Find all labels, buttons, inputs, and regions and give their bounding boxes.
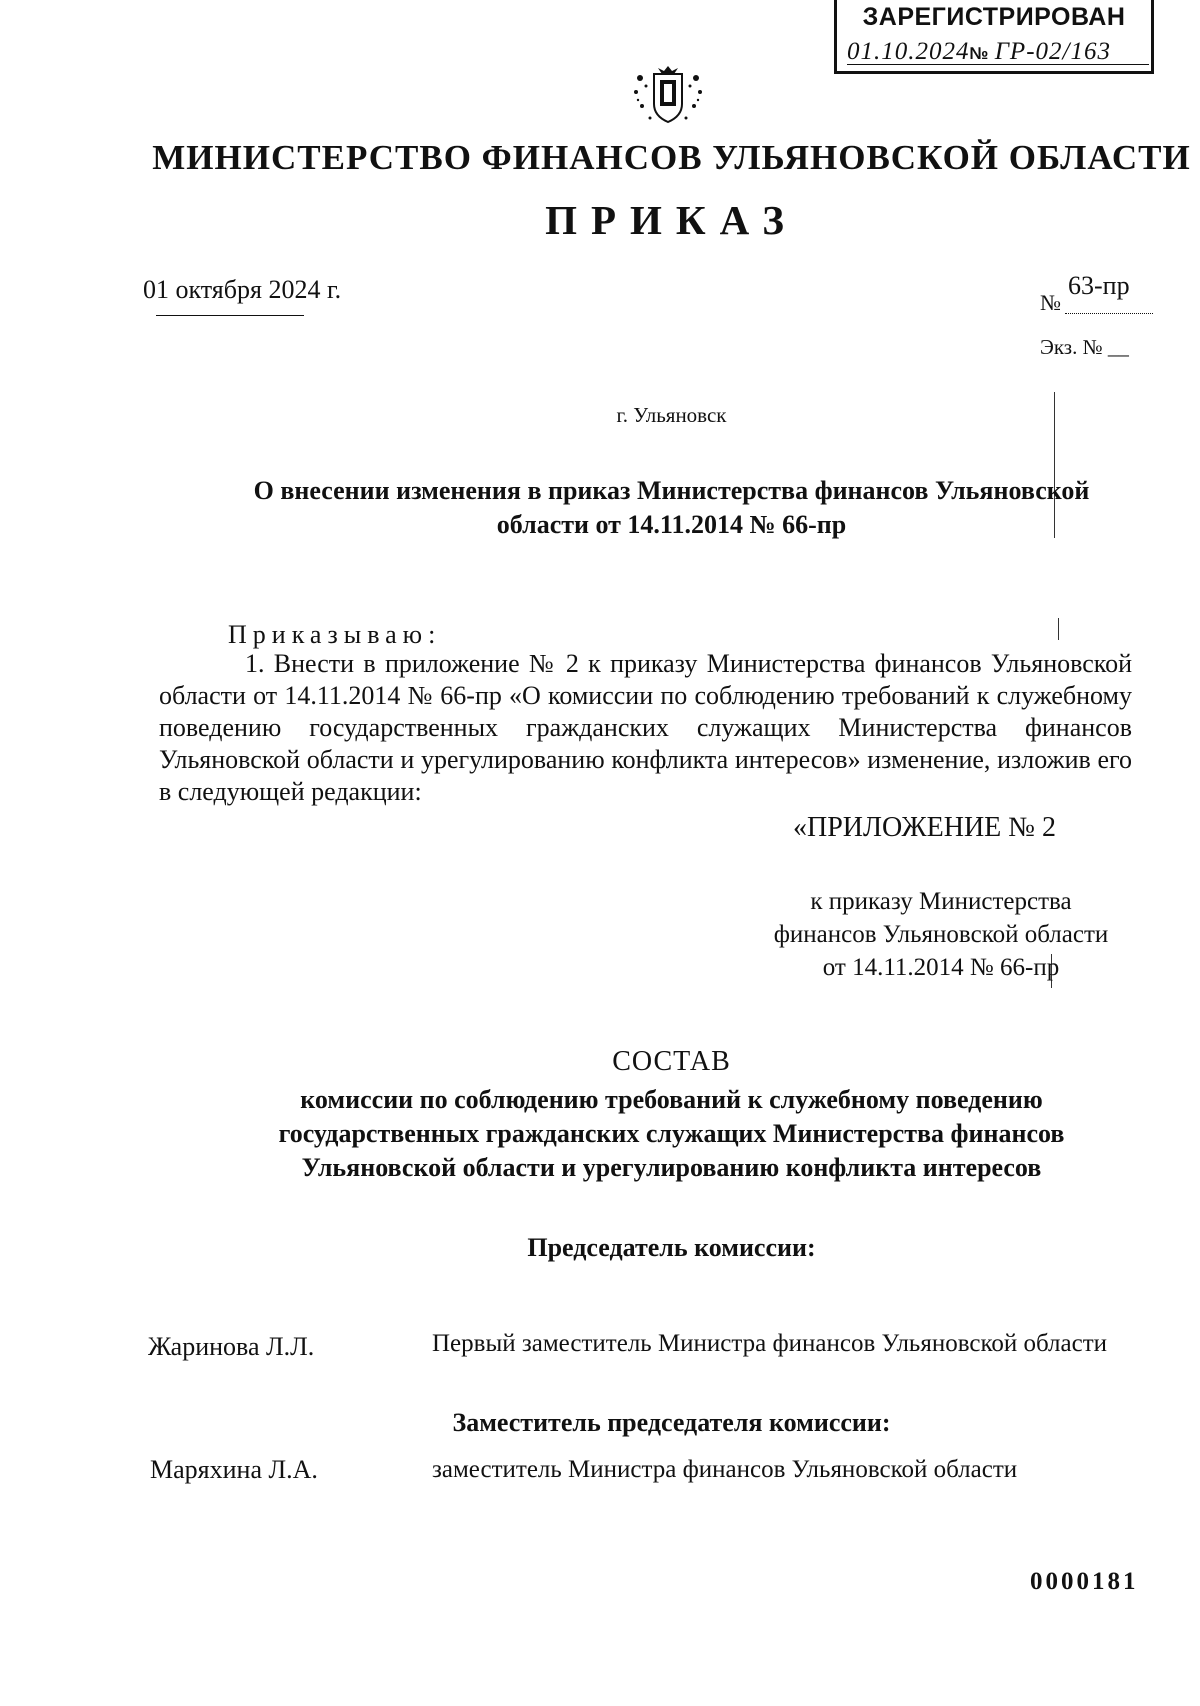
- city: г. Ульяновск: [616, 403, 727, 427]
- deputy-chairman-name: Маряхина Л.А.: [150, 1455, 318, 1484]
- composition-subtitle-line-3: Ульяновской области и урегулированию конфликта интересов: [301, 1153, 1042, 1182]
- order-date: 01 октября 2024 г.: [143, 275, 342, 304]
- stamp-underline: [847, 64, 1149, 65]
- scan-artifact-line: [1058, 618, 1059, 640]
- date-underline: [156, 315, 304, 316]
- appendix-reference: [716, 885, 1166, 984]
- form-serial-number: 0000181: [1030, 1568, 1139, 1595]
- registration-stamp: [834, 0, 1154, 74]
- subject-line-1: О внесении изменения в приказ Министерства финансов Ульяновской: [253, 476, 1090, 505]
- composition-subtitle-line-2: государственных гражданских служащих Министерства финансов: [278, 1119, 1065, 1148]
- order-number-sign: №: [1040, 290, 1061, 315]
- ministry-name: МИНИСТЕРСТВО ФИНАНСОВ УЛЬЯНОВСКОЙ ОБЛАСТИ: [152, 138, 1191, 177]
- stamp-registration-line: [847, 38, 1147, 66]
- appendix-ref-line-3: от 14.11.2014 № 66-пр: [822, 954, 1060, 981]
- order-paragraph-1: 1. Внести в приложение № 2 к приказу Министерства финансов Ульяновской области от 14.11.2014 № 66-пр «О комиссии по соблюдению требований к служебному поведению государственных гражданских служащих Министерства финансов Ульяновской области и урегулированию конфликта интересов» изменение, изложив его в следующей редакции:: [159, 649, 1132, 806]
- deputy-chairman-heading: Заместитель председателя комиссии:: [452, 1408, 891, 1437]
- appendix-ref-line-2: финансов Ульяновской области: [773, 921, 1109, 948]
- stamp-number-label: №: [969, 44, 989, 63]
- order-word: Приказываю:: [228, 620, 442, 649]
- number-underline: [1065, 313, 1153, 314]
- subject-line-2: области от 14.11.2014 № 66-пр: [496, 510, 847, 539]
- stamp-number: ГР-02/163: [994, 38, 1111, 65]
- deputy-chairman-position: заместитель Министра финансов Ульяновской области: [432, 1456, 1018, 1483]
- chairman-name: Жаринова Л.Л.: [148, 1332, 315, 1361]
- order-number: 63-пр: [1068, 271, 1130, 300]
- document-type: ПРИКАЗ: [545, 197, 798, 243]
- composition-subtitle-line-1: комиссии по соблюдению требований к служебному поведению: [300, 1085, 1043, 1114]
- stamp-date: 01.10.2024: [847, 38, 970, 65]
- composition-subtitle: [130, 1083, 1200, 1185]
- composition-title: СОСТАВ: [612, 1046, 731, 1077]
- chairman-heading: Председатель комиссии:: [527, 1233, 816, 1262]
- stamp-title: ЗАРЕГИСТРИРОВАН: [862, 3, 1126, 31]
- coat-of-arms-emblem: [628, 64, 708, 130]
- order-subject: [130, 474, 1200, 542]
- appendix-title: «ПРИЛОЖЕНИЕ № 2: [793, 812, 1056, 843]
- chairman-position: Первый заместитель Министра финансов Ульяновской области: [432, 1330, 1108, 1357]
- copy-number-label: Экз. № __: [1040, 335, 1129, 359]
- appendix-ref-line-1: к приказу Министерства: [810, 888, 1072, 915]
